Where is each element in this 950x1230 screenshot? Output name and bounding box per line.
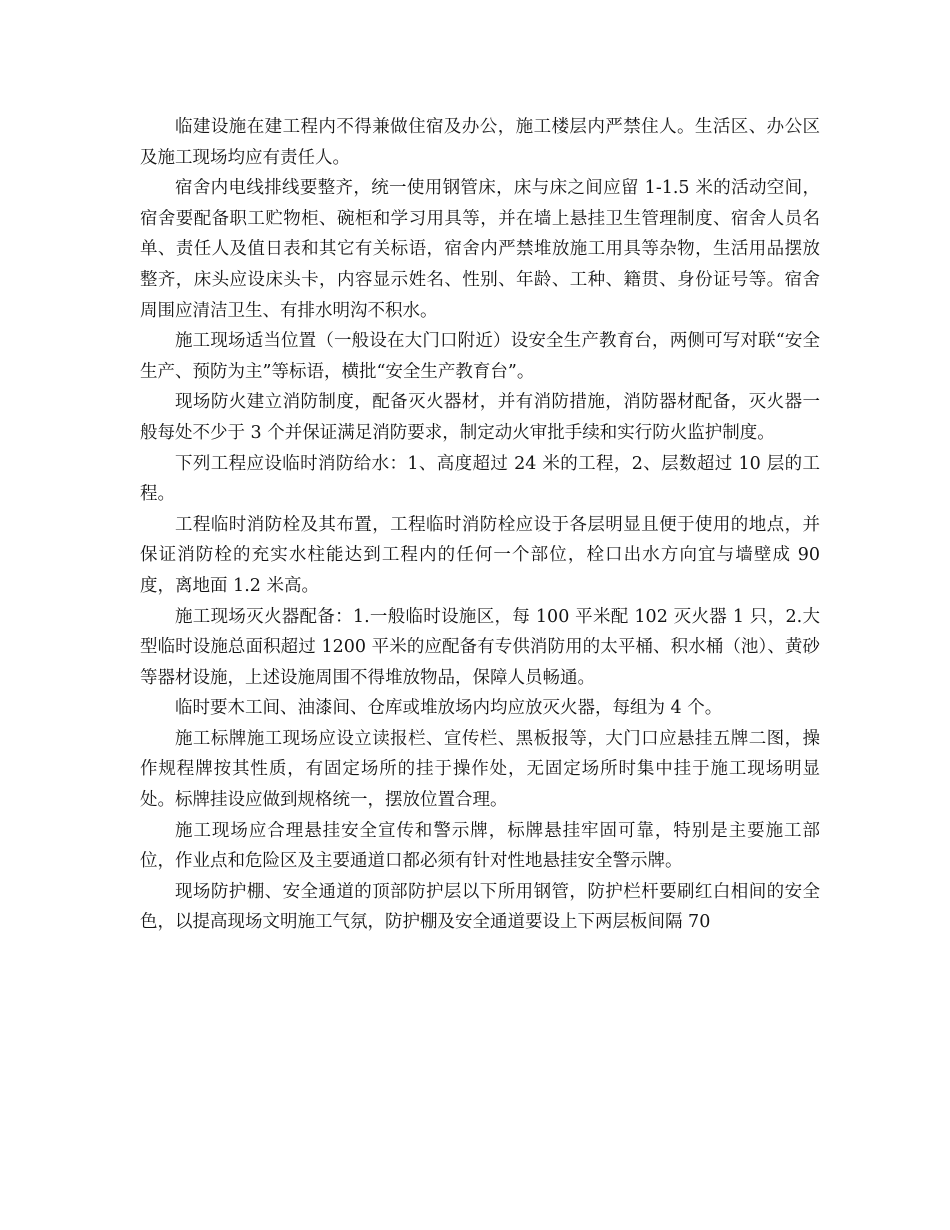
- paragraph-7: 施工现场灭火器配备：1.一般临时设施区，每 100 平米配 102 灭火器 1 只，2.大型临时设施总面积超过 1200 平米的应配备有专供消防用的太平桶、积水桶（池）、黄砂等器材设施，上述设施周围不得堆放物品，保障人员畅通。: [140, 606, 820, 688]
- paragraph-9: 施工标牌施工现场应设立读报栏、宣传栏、黑板报等，大门口应悬挂五牌二图，操作规程牌按其性质，有固定场所的挂于操作处，无固定场所时集中挂于施工现场明显处。标牌挂设应做到规格统一，摆放位置合理。: [140, 728, 820, 811]
- paragraph-8: 临时要木工间、油漆间、仓库或堆放场内均应放灭火器，每组为 4 个。: [175, 698, 723, 719]
- document-body: [140, 112, 820, 938]
- paragraph-10: 施工现场应合理悬挂安全宣传和警示牌，标牌悬挂牢固可靠，特别是主要施工部位，作业点和危险区及主要通道口都必须有针对性地悬挂安全警示牌。: [140, 820, 820, 872]
- paragraph-5: 下列工程应设临时消防给水：1、高度超过 24 米的工程，2、层数超过 10 层的工程。: [140, 453, 820, 505]
- paragraph-11: 现场防护棚、安全通道的顶部防护层以下所用钢管，防护栏杆要刷红白相间的安全色，以提高现场文明施工气氛，防护棚及安全通道要设上下两层板间隔 70: [140, 881, 820, 933]
- paragraph-1: 临建设施在建工程内不得兼做住宿及办公，施工楼层内严禁住人。生活区、办公区及施工现场均应有责任人。: [140, 117, 820, 168]
- paragraph-2: 宿舍内电线排线要整齐，统一使用钢管床，床与床之间应留 1-1.5 米的活动空间，宿舍要配备职工贮物柜、碗柜和学习用具等，并在墙上悬挂卫生管理制度、宿舍人员名单、责任人及值日表和其它有关标语，宿舍内严禁堆放施工用具等杂物，生活用品摆放整齐，床头应设床头卡，内容显示姓名、性别、年龄、工种、籍贯、身份证号等。宿舍周围应清洁卫生、有排水明沟不积水。: [140, 178, 820, 321]
- paragraph-6: 工程临时消防栓及其布置，工程临时消防栓应设于各层明显且便于使用的地点，并保证消防栓的充实水柱能达到工程内的任何一个部位，栓口出水方向宜与墙壁成 90 度，离地面 1.2 米高。: [140, 514, 820, 596]
- paragraph-4: 现场防火建立消防制度，配备灭火器材，并有消防措施，消防器材配备，灭火器一般每处不少于 3 个并保证满足消防要求，制定动火审批手续和实行防火监护制度。: [140, 392, 820, 443]
- paragraph-3: 施工现场适当位置（一般设在大门口附近）设安全生产教育台，两侧可写对联“安全生产、预防为主”等标语，横批“安全生产教育台”。: [140, 331, 820, 382]
